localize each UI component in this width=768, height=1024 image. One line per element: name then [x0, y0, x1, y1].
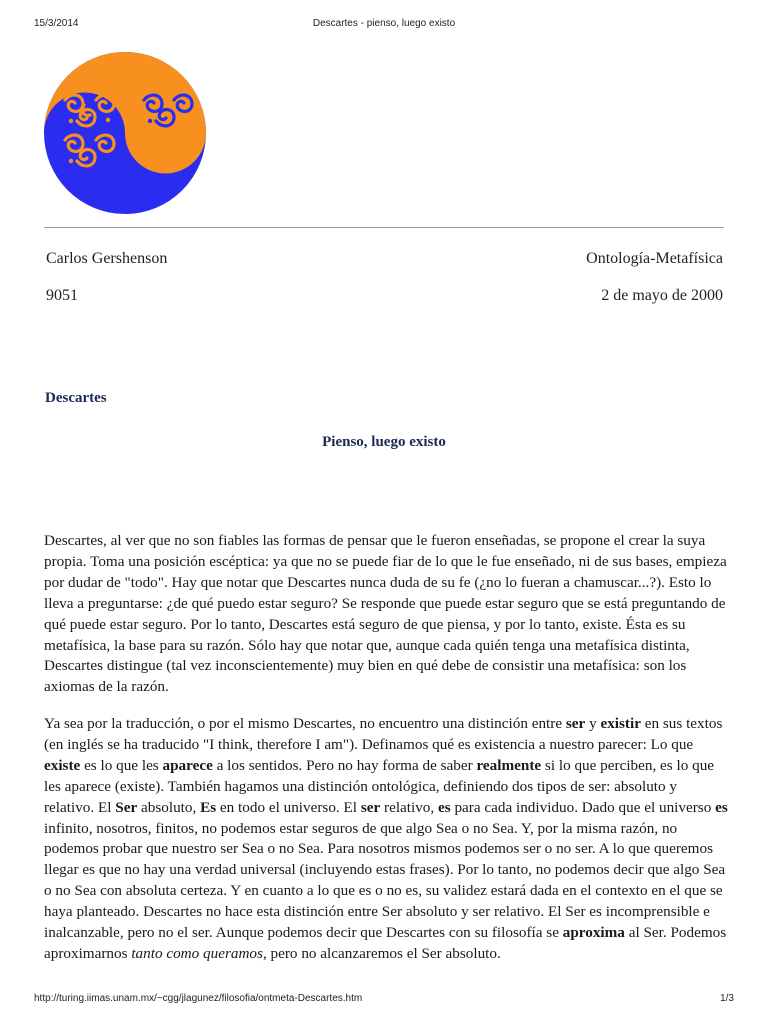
logo-shape: [44, 52, 206, 214]
document-date: 2 de mayo de 2000: [601, 287, 723, 304]
bold-term: realmente: [476, 756, 542, 774]
text-run: relativo,: [380, 798, 438, 816]
text-run: en sus textos (en inglés se ha traducido "I think, therefore I am"). Definamos qué es existencia a nuestro parecer: Lo que: [44, 715, 723, 753]
text-run: es lo que les: [80, 756, 163, 774]
paragraph-2: [44, 714, 729, 965]
section-title: Descartes: [45, 390, 107, 406]
bold-term: aproxima: [562, 924, 625, 942]
bold-term: ser: [360, 798, 381, 816]
text-run: , pero no alcanzaremos el Ser absoluto.: [262, 944, 501, 962]
italic-term: tanto como queramos: [131, 944, 263, 962]
bold-term: ser: [565, 715, 586, 732]
text-run: si lo que perciben, es lo que les aparece (existe). También hagamos una distinción ontológica, definiendo dos tipos de ser: absoluto y relativo. El: [44, 756, 715, 816]
text-run: absoluto,: [137, 798, 201, 816]
text-run: al Ser. Podemos aproximarnos: [44, 924, 727, 962]
text-run: Descartes, al ver que no son fiables las formas de pensar que le fueron enseñadas, se propone el crear la suya propia. Toma una posición escéptica: ya que no se puede fiar de lo que le fue enseñado, ni de sus bases, empieza por dudar de "todo". Hay que notar que Descartes nunca duda de su fe (¿no lo fueran a chamuscar...?). Esto lo lleva a preguntarse: ¿de qué puedo estar seguro? Se responde que puede estar seguro que se está preguntando de qué puede estar seguro. Por lo tanto, Descartes está seguro de que piensa, y por lo tanto, existe. Ésta es su metafísica, la base para su razón. Sólo hay que notar que, aunque cada quién tenga una metafísica distinta, Descartes distingue (tal vez inconscientemente) muy bien en qué debe de consistir una metafísica: son los axiomas de la razón.: [44, 532, 727, 696]
bold-term: aparece: [162, 756, 213, 774]
paragraph-1: [44, 531, 729, 698]
bold-term: es: [438, 798, 451, 816]
student-id: 9051: [46, 287, 78, 304]
print-date: 15/3/2014: [34, 18, 79, 29]
page-number: 1/3: [720, 993, 734, 1004]
print-title: Descartes - pienso, luego existo: [312, 18, 456, 29]
text-run: y: [585, 715, 601, 732]
horizontal-rule: [44, 227, 724, 228]
page-url: http://turing.iimas.unam.mx/~cgg/jlagunez/filosofia/ontmeta-Descartes.htm: [34, 993, 363, 1004]
bold-term: existe: [44, 756, 81, 774]
bold-term: Ser: [115, 798, 138, 816]
bold-term: es: [715, 798, 728, 816]
text-run: a los sentidos. Pero no hay forma de saber: [212, 756, 477, 774]
subject-label: Ontología-Metafísica: [586, 250, 723, 267]
author-name: Carlos Gershenson: [46, 250, 168, 267]
text-run: en todo el universo. El: [216, 798, 361, 816]
yin-yang-spiral-logo: [44, 52, 206, 214]
bold-term: Es: [200, 798, 217, 816]
text-run: para cada individuo. Dado que el universo: [450, 798, 716, 816]
bold-term: existir: [600, 715, 641, 732]
text-run: infinito, nosotros, finitos, no podemos estar seguros de que algo Sea o no Sea. Y, por la misma razón, no podemos probar que nuestro ser Sea o no Sea. Para nosotros mismos podemos ser o no ser. A lo que queremos llegar es que no hay una verdad universal (incluyendo estas frases). Por lo tanto, no podemos decir que algo Sea o no Sea con absoluta certeza. Y en cuanto a lo que es o no es, su validez estará dada en el contexto en el que se haya planteado. Descartes no hace esta distinción entre Ser absoluto y ser relativo. El Ser es incomprensible e inalcanzable, pero no el ser. Aunque podemos decir que Descartes con su filosofía se: [44, 819, 726, 942]
text-run: Ya sea por la traducción, o por el mismo Descartes, no encuentro una distinción entre: [44, 715, 566, 732]
essay-subtitle: Pienso, luego existo: [322, 434, 446, 450]
